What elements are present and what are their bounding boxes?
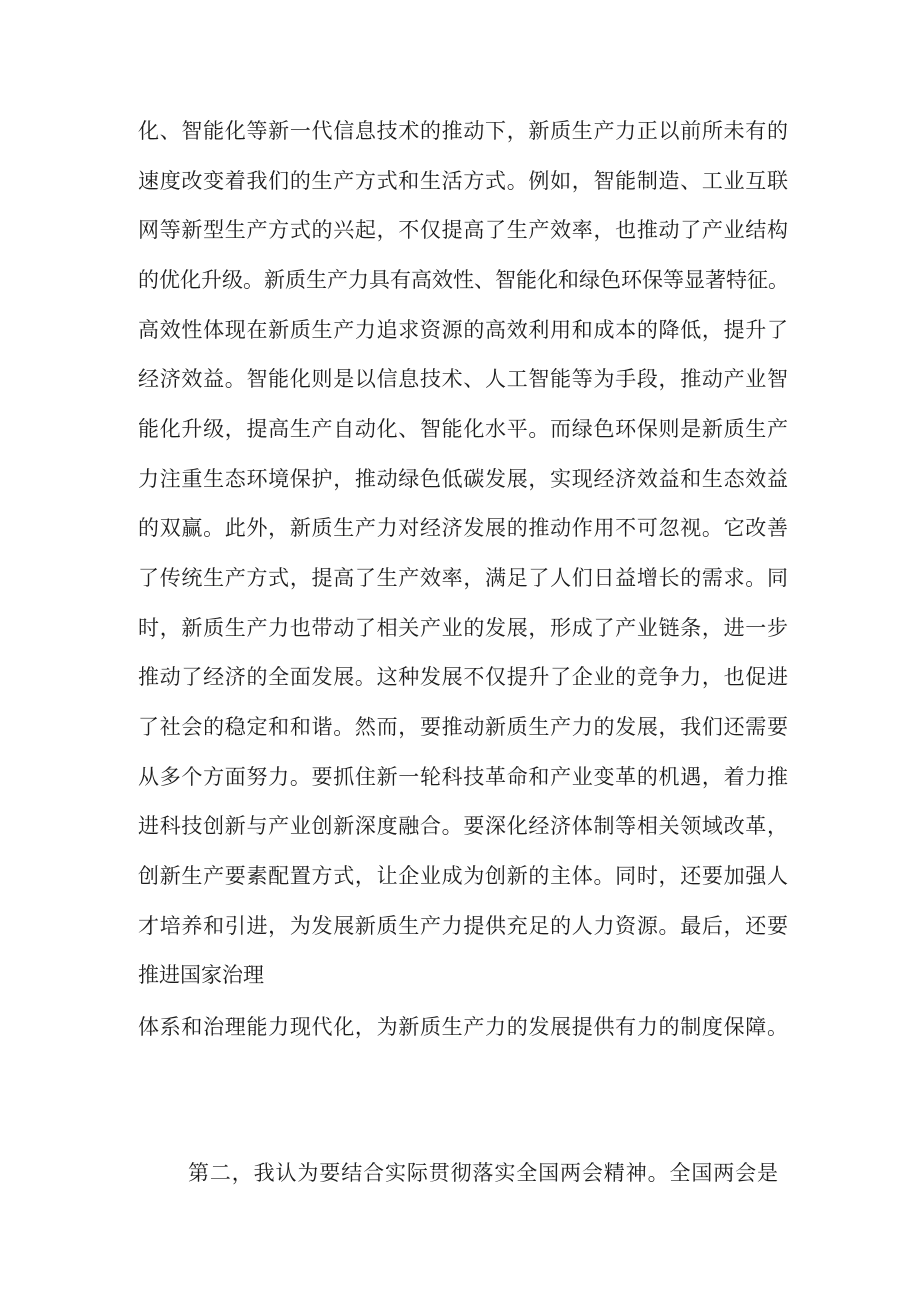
text-line: 经济效益。智能化则是以信息技术、人工智能等为手段，推动产业智	[138, 367, 788, 391]
text-line: 时，新质生产力也带动了相关产业的发展，形成了产业链条，进一步	[138, 616, 788, 640]
text-line: 才培养和引进，为发展新质生产力提供充足的人力资源。最后，还要	[138, 914, 788, 938]
text-line: 推动了经济的全面发展。这种发展不仅提升了企业的竞争力，也促进	[138, 665, 788, 689]
text-line: 化、智能化等新一代信息技术的推动下，新质生产力正以前所未有的	[138, 119, 788, 143]
text-line: 了传统生产方式，提高了生产效率，满足了人们日益增长的需求。同	[138, 566, 788, 590]
text-line: 从多个方面努力。要抓住新一轮科技革命和产业变革的机遇，着力推	[138, 765, 788, 789]
text-line: 能化升级，提高生产自动化、智能化水平。而绿色环保则是新质生产	[138, 417, 788, 441]
text-line-last: 体系和治理能力现代化，为新质生产力的发展提供有力的制度保障。	[138, 1015, 788, 1039]
text-line-break: 推进国家治理	[138, 963, 264, 987]
text-line: 力注重生态环境保护，推动绿色低碳发展，实现经济效益和生态效益	[138, 467, 788, 491]
text-line: 高效性体现在新质生产力追求资源的高效利用和成本的降低，提升了	[138, 318, 788, 342]
text-line: 进科技创新与产业创新深度融合。要深化经济体制等相关领域改革，	[138, 814, 788, 838]
text-line: 的优化升级。新质生产力具有高效性、智能化和绿色环保等显著特征。	[138, 268, 789, 292]
text-line: 了社会的稳定和和谐。然而，要推动新质生产力的发展，我们还需要	[138, 715, 788, 739]
paragraph-2-first-line: 第二，我认为要结合实际贯彻落实全国两会精神。全国两会是	[188, 1161, 778, 1185]
text-line: 速度改变着我们的生产方式和生活方式。例如，智能制造、工业互联	[138, 169, 788, 193]
text-line: 创新生产要素配置方式，让企业成为创新的主体。同时，还要加强人	[138, 864, 788, 888]
text-line: 网等新型生产方式的兴起，不仅提高了生产效率，也推动了产业结构	[138, 218, 788, 242]
text-line: 的双赢。此外，新质生产力对经济发展的推动作用不可忽视。它改善	[138, 516, 788, 540]
